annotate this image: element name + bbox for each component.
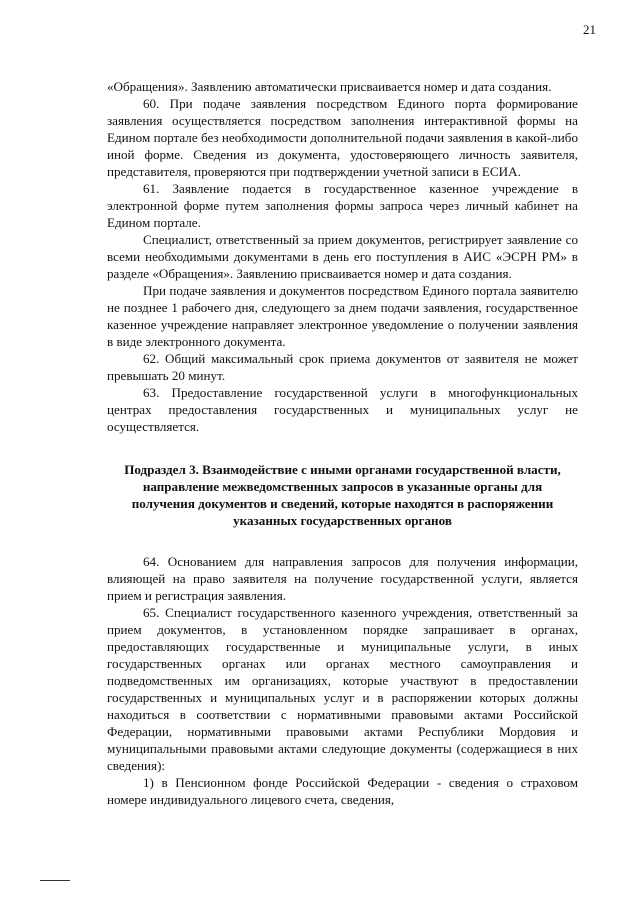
paragraph-61: 61. Заявление подается в государственное казенное учреждение в электронной форме путем заполнения формы запроса через личный кабинет на Едином портале.: [107, 181, 578, 230]
paragraph-60: 60. При подаче заявления посредством Единого порта формирование заявления осуществляется посредством заполнения интерактивной формы на Едином портале без необходимости дополнительной подачи заявления в какой-либо иной форме. Сведения из документа, удостоверяющего личность заявителя, представителя, проверяются при подтверждении учетной записи в ЕСИА.: [107, 96, 578, 179]
paragraph-64: 64. Основанием для направления запросов для получения информации, влияющей на право заявителя на получение государственной услуги, является прием и регистрация заявления.: [107, 554, 578, 603]
paragraph-65: 65. Специалист государственного казенного учреждения, ответственный за прием документов, в установленном порядке запрашивает в органах, предоставляющих государственные и муниципальные услуги, в иных государственных органах или органах местного самоуправления и подведомственных им организациях, которые участвуют в предоставлении государственных и муниципальных услуг и в распоряжении которых должны находиться в соответствии с нормативными правовыми актами Российской Федерации, нормативными правовыми актами Республики Мордовия и муниципальными правовыми актами следующие документы (содержащиеся в них сведения):: [107, 605, 578, 773]
paragraph-63: 63. Предоставление государственной услуги в многофункциональных центрах предоставления государственных и муниципальных услуг не осуществляется.: [107, 385, 578, 434]
paragraph: Специалист, ответственный за прием документов, регистрирует заявление со всеми необходимыми документами в день его поступления в АИС «ЭСРН РМ» в разделе «Обращения». Заявлению присваивается номер и дата создания.: [107, 232, 578, 281]
section-heading: Подраздел 3. Взаимодействие с иными органами государственной власти, направление межведомственных запросов в указанные органы для получения документов и сведений, которые находятся в распоряжении указанных государственных органов: [124, 462, 561, 528]
page-number: 21: [583, 22, 596, 37]
paragraph: «Обращения». Заявлению автоматически присваивается номер и дата создания.: [107, 79, 552, 94]
footnote-divider: [40, 880, 70, 881]
paragraph: При подаче заявления и документов посредством Единого портала заявителю не позднее 1 рабочего дня, следующего за днем подачи заявления, государственное казенное учреждение направляет электронное уведомление о получении заявления в виде электронного документа.: [107, 283, 578, 349]
paragraph-62: 62. Общий максимальный срок приема документов от заявителя не может превышать 20 минут.: [107, 351, 578, 383]
list-item: 1) в Пенсионном фонде Российской Федерации - сведения о страховом номере индивидуального лицевого счета, сведения,: [107, 775, 578, 807]
document-body: [107, 78, 578, 808]
